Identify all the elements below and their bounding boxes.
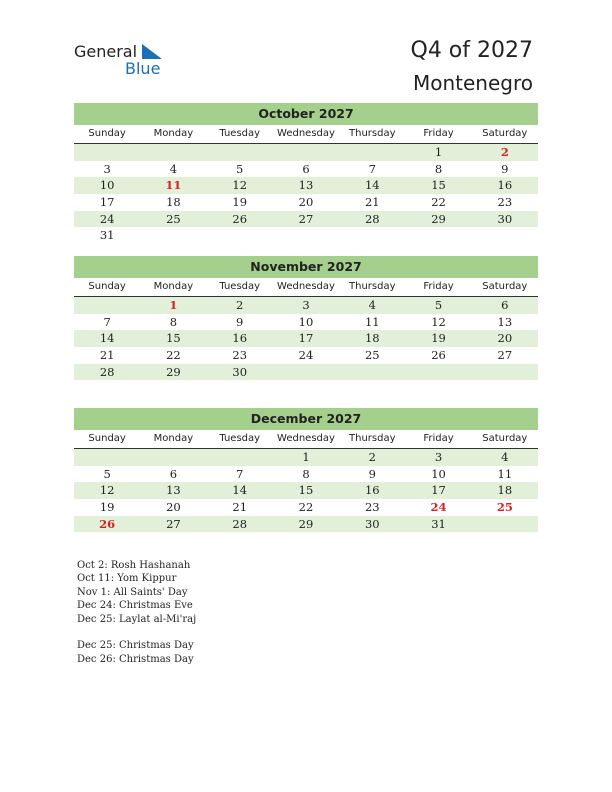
day-cell: 1 (434, 145, 443, 159)
day-cell: 18 (166, 195, 181, 210)
day-cell: 29 (166, 364, 181, 379)
day-cell: 4 (501, 450, 509, 464)
day-cell: 24 (99, 211, 115, 226)
day-cell: 21 (364, 195, 380, 210)
week-row (74, 482, 538, 499)
holiday-entry: Dec 25: Christmas Day (77, 640, 194, 652)
day-cell: 7 (103, 314, 111, 329)
holiday-entry: Dec 24: Christmas Eve (77, 600, 193, 612)
day-cell: 21 (99, 348, 115, 363)
day-cell: 19 (99, 500, 115, 515)
day-cell: 23 (497, 195, 513, 210)
day-cell: 26 (232, 211, 248, 226)
week-row (74, 297, 538, 314)
day-cell: 3 (302, 298, 310, 312)
day-cell (74, 449, 140, 466)
day-cell (74, 144, 140, 161)
day-cell: 16 (497, 178, 513, 193)
day-cell: 17 (99, 195, 115, 210)
weekday-label: Thursday (349, 128, 396, 139)
weekday-label: Monday (153, 433, 194, 444)
day-cell: 25 (166, 211, 181, 226)
day-cell: 15 (166, 331, 181, 346)
day-cell: 20 (298, 195, 314, 210)
day-cell: 29 (298, 516, 314, 531)
month-calendar (74, 408, 538, 532)
week-row (74, 314, 538, 331)
day-cell: 12 (431, 314, 446, 329)
month-title: December 2027 (74, 408, 538, 430)
day-cell: 30 (364, 516, 380, 531)
day-cell: 28 (99, 364, 115, 379)
day-cell: 16 (364, 483, 380, 498)
month-calendar (74, 103, 538, 244)
month-calendar (74, 256, 538, 380)
day-cell: 19 (232, 195, 248, 210)
weekday-label: Tuesday (219, 281, 261, 292)
day-cell: 13 (497, 314, 513, 329)
day-cell (339, 227, 405, 244)
day-cell: 27 (497, 348, 513, 363)
day-cell: 19 (431, 331, 446, 346)
weekday-label: Wednesday (277, 433, 335, 444)
day-cell: 31 (99, 228, 115, 243)
day-cell (207, 227, 273, 244)
holiday-entry: Dec 25: Laylat al-Mi'raj (77, 613, 197, 625)
day-cell (339, 144, 405, 161)
week-row (74, 177, 538, 194)
week-row (74, 227, 538, 244)
week-row (74, 211, 538, 228)
weekday-label: Friday (423, 433, 454, 444)
weekday-label: Saturday (482, 281, 528, 292)
day-cell: 15 (298, 483, 314, 498)
day-cell (273, 144, 339, 161)
month-title: November 2027 (74, 256, 538, 278)
weekday-label: Tuesday (219, 128, 261, 139)
brand-word-general: General (74, 42, 138, 61)
day-cell: 15 (431, 178, 446, 193)
day-cell: 30 (497, 211, 513, 226)
day-cell: 30 (232, 364, 248, 379)
weekday-label: Thursday (349, 281, 396, 292)
day-cell (140, 227, 206, 244)
day-cell (273, 227, 339, 244)
day-cell: 8 (169, 314, 178, 329)
weekday-label: Friday (423, 128, 454, 139)
week-row (74, 449, 538, 466)
holiday-day-cell: 26 (99, 516, 116, 531)
day-cell: 22 (166, 348, 181, 363)
day-cell (472, 516, 538, 533)
day-cell (140, 144, 206, 161)
day-cell (339, 364, 405, 381)
holiday-day-cell: 24 (430, 500, 447, 515)
weekday-label: Monday (153, 281, 194, 292)
day-cell: 28 (232, 516, 248, 531)
triangle-logo-icon (142, 44, 162, 59)
holiday-group (77, 639, 196, 666)
day-cell: 10 (99, 178, 115, 193)
day-cell: 11 (364, 314, 380, 329)
weekday-header-row (74, 278, 538, 297)
day-cell: 24 (298, 348, 314, 363)
day-cell: 2 (236, 298, 244, 312)
brand-logo (74, 42, 174, 78)
day-cell: 14 (99, 331, 115, 346)
day-cell: 18 (497, 483, 513, 498)
day-cell: 13 (166, 483, 181, 498)
brand-word-blue: Blue (125, 59, 161, 78)
week-row (74, 161, 538, 178)
day-cell: 26 (431, 348, 446, 363)
day-cell: 6 (302, 161, 310, 176)
day-cell (140, 449, 206, 466)
day-cell (207, 144, 273, 161)
day-cell: 23 (232, 348, 248, 363)
day-cell: 10 (298, 314, 314, 329)
day-cell: 17 (298, 331, 314, 346)
holiday-day-cell: 25 (496, 500, 513, 515)
holiday-group (77, 559, 196, 626)
weekday-label: Sunday (88, 128, 126, 139)
day-cell: 4 (368, 298, 376, 312)
holiday-day-cell: 1 (169, 298, 178, 312)
day-cell: 7 (236, 466, 244, 481)
day-cell (74, 297, 140, 314)
week-row (74, 144, 538, 161)
week-row (74, 516, 538, 533)
day-cell: 29 (431, 211, 446, 226)
weekday-label: Sunday (88, 281, 126, 292)
day-cell: 6 (169, 466, 178, 481)
holiday-entry: Oct 11: Yom Kippur (77, 573, 177, 585)
country-name: Montenegro (412, 71, 533, 95)
day-cell: 3 (103, 161, 111, 176)
week-row (74, 499, 538, 516)
week-row (74, 466, 538, 483)
day-cell: 5 (103, 466, 111, 481)
weekday-label: Wednesday (277, 281, 335, 292)
day-cell: 7 (368, 161, 376, 176)
month-title: October 2027 (74, 103, 538, 125)
day-cell (405, 227, 471, 244)
day-cell: 3 (434, 450, 443, 464)
holiday-day-cell: 11 (165, 178, 182, 193)
week-row (74, 330, 538, 347)
day-cell: 5 (434, 298, 443, 312)
holiday-entry: Nov 1: All Saints' Day (77, 586, 188, 598)
week-row (74, 347, 538, 364)
day-cell: 14 (232, 483, 248, 498)
week-row (74, 194, 538, 211)
day-cell: 22 (431, 195, 446, 210)
day-cell: 9 (368, 466, 376, 481)
day-cell: 2 (368, 450, 376, 464)
day-cell: 22 (298, 500, 314, 515)
day-cell: 27 (298, 211, 314, 226)
day-cell: 4 (169, 161, 178, 176)
day-cell: 21 (232, 500, 248, 515)
day-cell: 14 (364, 178, 380, 193)
weekday-label: Tuesday (219, 433, 261, 444)
weekday-header-row (74, 430, 538, 449)
holiday-entry: Dec 26: Christmas Day (77, 653, 194, 665)
weekday-label: Thursday (349, 433, 396, 444)
weekday-label: Saturday (482, 433, 528, 444)
day-cell: 20 (497, 331, 513, 346)
day-cell: 9 (501, 161, 509, 176)
day-cell: 25 (364, 348, 380, 363)
weekday-label: Friday (423, 281, 454, 292)
day-cell: 11 (497, 466, 513, 481)
day-cell: 5 (236, 161, 244, 176)
day-cell: 31 (431, 516, 446, 531)
day-cell: 27 (166, 516, 181, 531)
day-cell: 8 (434, 161, 443, 176)
day-cell: 18 (364, 331, 380, 346)
weekday-label: Wednesday (277, 128, 335, 139)
day-cell: 8 (302, 466, 310, 481)
day-cell: 16 (232, 331, 248, 346)
weekday-header-row (74, 125, 538, 144)
holiday-day-cell: 2 (500, 145, 509, 159)
day-cell (472, 364, 538, 381)
day-cell: 12 (232, 178, 248, 193)
day-cell: 20 (166, 500, 181, 515)
day-cell: 28 (364, 211, 380, 226)
day-cell: 9 (236, 314, 244, 329)
page-title: Q4 of 2027 (410, 38, 533, 63)
weekday-label: Saturday (482, 128, 528, 139)
holiday-entry: Oct 2: Rosh Hashanah (77, 560, 191, 571)
weekday-label: Sunday (88, 433, 126, 444)
day-cell (207, 449, 273, 466)
day-cell (472, 227, 538, 244)
holiday-list (77, 559, 196, 666)
day-cell: 13 (298, 178, 314, 193)
day-cell: 17 (431, 483, 446, 498)
day-cell: 10 (431, 466, 446, 481)
weekday-label: Monday (153, 128, 194, 139)
day-cell: 23 (364, 500, 380, 515)
holiday-group-spacer (77, 626, 196, 639)
day-cell (405, 364, 471, 381)
day-cell (273, 364, 339, 381)
day-cell: 12 (99, 483, 115, 498)
week-row (74, 364, 538, 381)
day-cell: 6 (501, 298, 509, 312)
day-cell: 1 (302, 450, 310, 464)
